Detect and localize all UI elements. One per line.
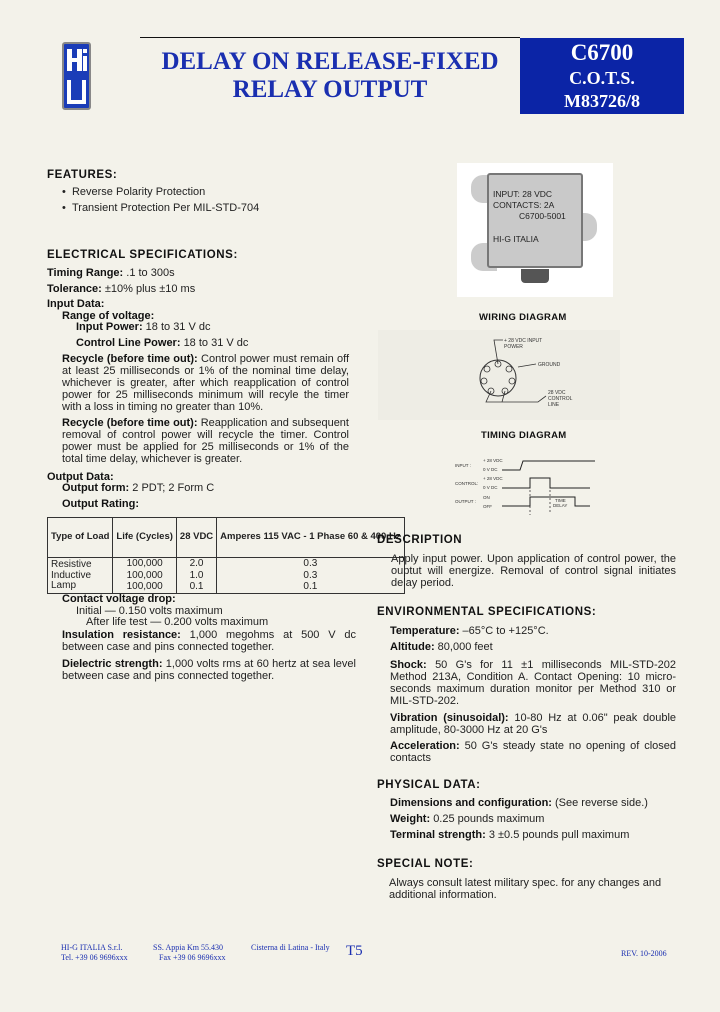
model-box (520, 38, 684, 114)
cell: 100,000 (113, 581, 177, 593)
output-data-label: Output Data: (47, 471, 114, 483)
table-row (48, 558, 405, 571)
electrical-heading: ELECTRICAL SPECIFICATIONS: (47, 249, 238, 261)
hig-logo (62, 42, 91, 110)
timing-off: OFF (483, 504, 492, 509)
physical-heading: PHYSICAL DATA: (377, 779, 481, 791)
timing-output-label: OUTPUT : (455, 499, 476, 504)
special-note-text: Always consult latest military spec. for any changes and additional information. (389, 877, 662, 901)
weight: Weight: 0.25 pounds maximum (390, 813, 545, 825)
photo-label-input: INPUT: 28 VDC (493, 189, 553, 199)
feature-text: Reverse Polarity Protection (71, 186, 206, 198)
wiring-diagram-heading: WIRING DIAGRAM (479, 312, 567, 323)
wiring-control-label-1: 28 VDC (548, 390, 566, 396)
cell: Resistive (51, 559, 92, 570)
company-address: SS. Appia Km 55.430 (153, 943, 224, 952)
features-heading: FEATURES: (47, 169, 118, 181)
recycle-2: Recycle (before time out): Reapplication and subsequent removal of control power will recycle the timer. Control power must be applied for 25 milliseconds or 1% of the total time delay, whichever is greater. (62, 417, 349, 465)
recycle-1: Recycle (before time out): Control power must remain off at least 25 milliseconds or 1% of the nominal time delay, whichever is greater, after which reapplication of control power for 25 milliseconds minimum will recyle the timer with a loss in timing no greater than 10%. (62, 353, 350, 413)
table-row (48, 571, 405, 582)
output-form: Output form: 2 PDT; 2 Form C (62, 482, 215, 494)
acceleration: Acceleration: 50 G's steady state no opening of closed contacts (390, 740, 676, 764)
timing-delay: DELAY (553, 503, 568, 508)
contact-voltage-drop-label: Contact voltage drop: (62, 593, 176, 605)
timing-diagram-heading: TIMING DIAGRAM (481, 430, 567, 441)
header-rule (140, 37, 520, 38)
table-header-row (48, 518, 405, 558)
wiring-diagram (378, 330, 620, 420)
wiring-power-label: POWER (504, 344, 523, 350)
special-note-heading: SPECIAL NOTE: (377, 858, 474, 870)
cell: 2.0 (176, 558, 216, 571)
description-text: Apply input power. Upon application of control power, the ouptut will energize. Removal of control signal initiates delay period. (391, 553, 676, 589)
input-power: Input Power: 18 to 31 V dc (76, 321, 211, 333)
timing-control-label: CONTROL: (455, 481, 479, 486)
photo-label-part: C6700-5001 (519, 211, 566, 221)
col-type: Type of Load (48, 518, 113, 558)
timing-0v: 0 V DC (483, 467, 498, 472)
input-data-label: Input Data: (47, 298, 105, 310)
timing-diagram (440, 450, 610, 520)
environmental-heading: ENVIRONMENTAL SPECIFICATIONS: (377, 606, 597, 618)
col-115vac: Amperes 115 VAC - 1 Phase 60 & 400 Hz (217, 518, 404, 558)
photo-label-contacts: CONTACTS: 2A (493, 200, 555, 210)
temperature: Temperature: –65°C to +125°C. (390, 625, 549, 637)
output-rating-table (47, 517, 405, 594)
revision: REV. 10-2006 (621, 949, 667, 958)
shock: Shock: 50 G's for 11 ±1 milliseconds MIL-STD-202 Method 213A, Condition A. Contact Opening: 10 micro-seconds maximum duration monitor per Method 310 or MIL-STD-202. (390, 659, 676, 707)
cell: 0.3 (217, 571, 404, 582)
timing-input-label: INPUT : (455, 463, 471, 468)
output-rating-label: Output Rating: (62, 498, 139, 510)
dielectric-strength: Dielectric strength: 1,000 volts rms at 60 hertz at sea level between case and pins connected together. (62, 658, 356, 682)
timing-time: TIME (555, 498, 566, 503)
footer-address (153, 943, 226, 963)
cots-label: C.O.T.S. (569, 68, 635, 88)
timing-28v: + 28 VDC (483, 476, 503, 481)
cvd-initial: Initial — 0.150 volts maximum (76, 605, 223, 617)
product-photo (457, 163, 613, 297)
company-name: HI-G ITALIA S.r.l. (61, 943, 123, 952)
wiring-control-label-3: LINE (548, 402, 560, 408)
footer-city: Cisterna di Latina - Italy (251, 943, 330, 952)
table-row (48, 581, 405, 593)
cell: 0.1 (217, 581, 404, 593)
timing-range: Timing Range: .1 to 300s (47, 267, 175, 279)
range-label: Range of voltage: (62, 310, 155, 322)
cell: Inductive (51, 569, 92, 581)
terminal-strength: Terminal strength: 3 ±0.5 pounds pull maximum (390, 829, 630, 841)
insulation-resistance: Insulation resistance: 1,000 megohms at 500 V dc between case and pins connected together. (62, 629, 356, 653)
altitude: Altitude: 80,000 feet (390, 641, 493, 653)
cell: Lamp (51, 580, 77, 591)
description-heading: DESCRIPTION (377, 534, 463, 546)
mil-number: M83726/8 (564, 91, 640, 111)
page-number: T5 (346, 943, 363, 959)
col-28vdc: 28 VDC (176, 518, 216, 558)
timing-28v: + 28 VDC (483, 458, 503, 463)
company-tel: Tel. +39 06 9696xxx (61, 953, 128, 962)
cell: 1.0 (176, 571, 216, 582)
dimensions: Dimensions and configuration: (See reverse side.) (390, 797, 648, 809)
cell: 100,000 (113, 558, 177, 571)
timing-on: ON (483, 495, 490, 500)
cell: 100,000 (113, 571, 177, 582)
feature-item: • Transient Protection Per MIL-STD-704 (62, 202, 260, 214)
feature-item: • Reverse Polarity Protection (62, 186, 206, 198)
footer-company (61, 943, 128, 963)
tolerance: Tolerance: ±10% plus ±10 ms (47, 283, 196, 295)
feature-text: Transient Protection Per MIL-STD-704 (71, 202, 260, 214)
cell: 0.3 (217, 558, 404, 571)
photo-label-brand: HI-G ITALIA (493, 234, 539, 244)
timing-0v: 0 V DC (483, 485, 498, 490)
title-line-2: RELAY OUTPUT (232, 76, 428, 103)
wiring-ground-label: GROUND (538, 362, 561, 368)
wiring-control-label-2: CONTROL (548, 396, 573, 402)
cell: 0.1 (176, 581, 216, 593)
cvd-after: After life test — 0.200 volts maximum (86, 616, 269, 628)
control-line-power: Control Line Power: 18 to 31 V dc (76, 337, 249, 349)
model-number: C6700 (570, 40, 634, 65)
company-fax: Fax +39 06 9696xxx (159, 953, 226, 962)
title-line-1: DELAY ON RELEASE-FIXED (161, 48, 499, 75)
wiring-input-label: + 28 VDC INPUT (504, 338, 543, 344)
vibration: Vibration (sinusoidal): 10-80 Hz at 0.06" peak double amplitude, 80-3000 Hz at 20 G's (390, 712, 677, 736)
col-life: Life (Cycles) (113, 518, 177, 558)
